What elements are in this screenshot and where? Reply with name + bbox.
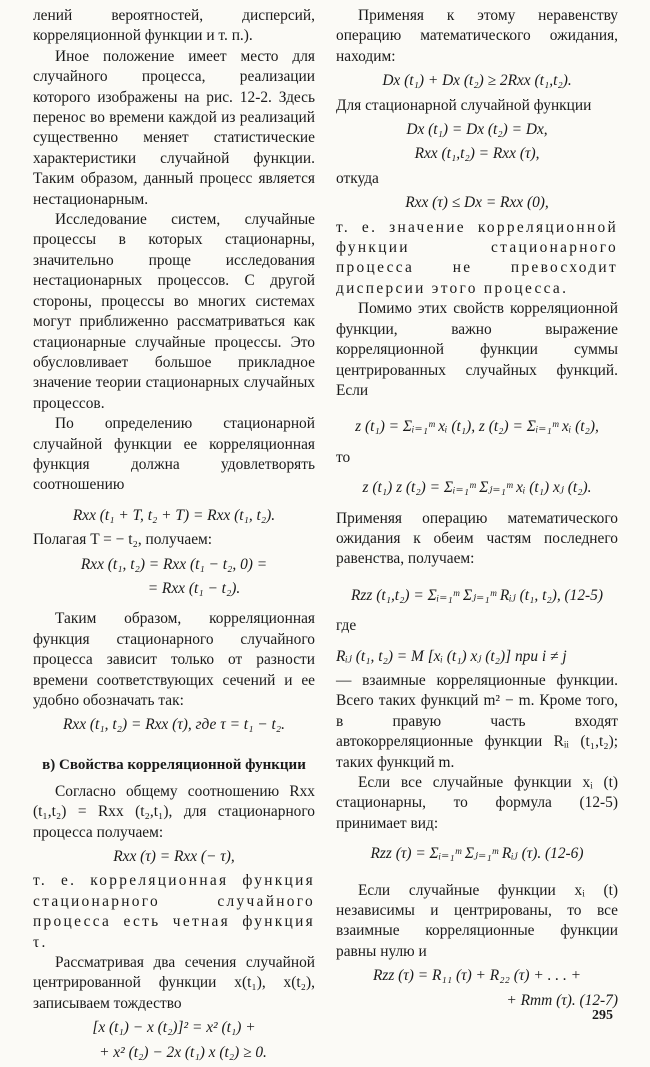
paragraph: Для стационарной случайной функции [336,96,592,114]
paragraph: Рассматривая два сечения случайной центрированной функции x(t₁), x(t₂), записываем тождество [33,954,315,1012]
formula: Rxx (t₁, t₂) = Rxx (t₁ − t₂, 0) = [80,555,268,573]
paragraph: Применяя операцию математического ожидания к обеим частям последнего равенства, получаем: [336,509,618,568]
formula: [x (t₁) − x (t₂)]² = x² (t₁) + [92,1019,256,1037]
paragraph: Иное положение имеет место для случайного процесса, реализации которого изображены на рис. 12-2. Здесь перенос во времени каждой из реализаций существенно меняет статистические характеристики случайной функции. Таким образом, данный процесс является нестационарным. [33,47,315,208]
paragraph: Помимо этих свойств корреляционной функции, важно выражение корреляционной функции суммы центрированных случайных функций. Если [336,300,618,399]
formula: Rzz (t₁,t₂) = Σᵢ₌₁ᵐ Σⱼ₌₁ᵐ Rᵢⱼ (t₁, t₂), (12-5) [350,586,604,604]
paragraph: Если случайные функции xᵢ (t) независимы и центрированы, то все взаимные корреляционные функции равны нулю и [336,881,618,960]
formula: + x² (t₂) − 2x (t₁) x (t₂) ≥ 0. [99,1043,267,1061]
paragraph: то [336,448,351,466]
formula: Rxx (t₁ + T, t₂ + T) = Rxx (t₁, t₂). [72,506,276,524]
formula: Dx (t₁) + Dx (t₂) ≥ 2Rxx (t₁,t₂). [382,72,572,90]
paragraph: где [336,617,357,635]
formula: Rzz (τ) = R₁₁ (τ) + R₂₂ (τ) + . . . + [372,967,582,985]
paragraph: По определению стационарной случайной функции ее корреляционная функция должна удовлетворять соотношению [33,415,315,494]
formula: Dx (t₁) = Dx (t₂) = Dx, [406,121,548,139]
paragraph: т. е. значение корреляционной функции стационарного процесса не превосходит дисперсии этого процесса. [336,218,618,297]
paragraph: Исследование систем, случайные процессы в которых стационарны, значительно проще исследования нестационарных процессов. С другой стороны, процессы во многих системах могут приближенно рассматриваться как стационарные случайные процессы. Это обусловливает большое прикладное значение теории стационарных случайных процессов. [33,211,315,412]
paragraph: Если все случайные функции xᵢ (t) стационарны, то формула (12-5) принимает вид: [336,774,618,832]
page-number: 295 [592,1008,613,1023]
formula: z (t₁) z (t₂) = Σᵢ₌₁ᵐ Σⱼ₌₁ᵐ xᵢ (t₁) xⱼ (t₂). [362,479,592,497]
formula: Rxx (τ) ≤ Dx = Rxx (0), [405,194,549,212]
paragraph: Таким образом, корреляционная функция стационарного случайного процесса зависит только от разности времени соответствующих сечений и ее удобно обозначать так: [33,610,315,709]
formula: Rxx (τ) = Rxx (− τ), [113,848,235,866]
formula: + Rmm (τ). (12-7) [506,991,618,1009]
formula: Rxx (t₁, t₂) = Rxx (τ), где τ = t₁ − t₂. [63,716,285,734]
left-column [33,6,315,1067]
paragraph: лений вероятностей, дисперсий, корреляционной функции и т. п.). [33,7,315,45]
formula: Rxx (t₁,t₂) = Rxx (τ), [414,145,540,163]
paragraph: откуда [336,169,379,187]
paragraph: т. е. корреляционная функция стационарного случайного процесса есть четная функция τ. [33,872,315,951]
paragraph: Полагая T = − t₂, получаем: [33,531,213,549]
paragraph: Применяя к этому неравенству операцию математического ожидания, находим: [336,7,618,65]
formula: Rᵢⱼ (t₁, t₂) = M [xᵢ (t₁) xⱼ (t₂)] при i ≠ j [336,647,567,665]
formula: = Rxx (t₁ − t₂). [147,579,241,597]
formula: z (t₁) = Σᵢ₌₁ᵐ xᵢ (t₁), z (t₂) = Σᵢ₌₁ᵐ xᵢ (t₂), [355,418,599,436]
paragraph: Согласно общему соотношению Rxx (t₁,t₂) = Rxx (t₂,t₁), для стационарного процесса получаем: [33,782,315,841]
formula: Rzz (τ) = Σᵢ₌₁ᵐ Σⱼ₌₁ᵐ Rᵢⱼ (τ). (12-6) [370,845,584,863]
paragraph: — взаимные корреляционные функции. Всего таких функций m² − m. Кроме того, в правую часть входят автокорреляционные функции Rᵢᵢ (t₁,t₂); таких функций m. [336,671,618,771]
right-column [336,6,618,1015]
section-heading: в) Свойства корреляционной функции [42,756,306,773]
